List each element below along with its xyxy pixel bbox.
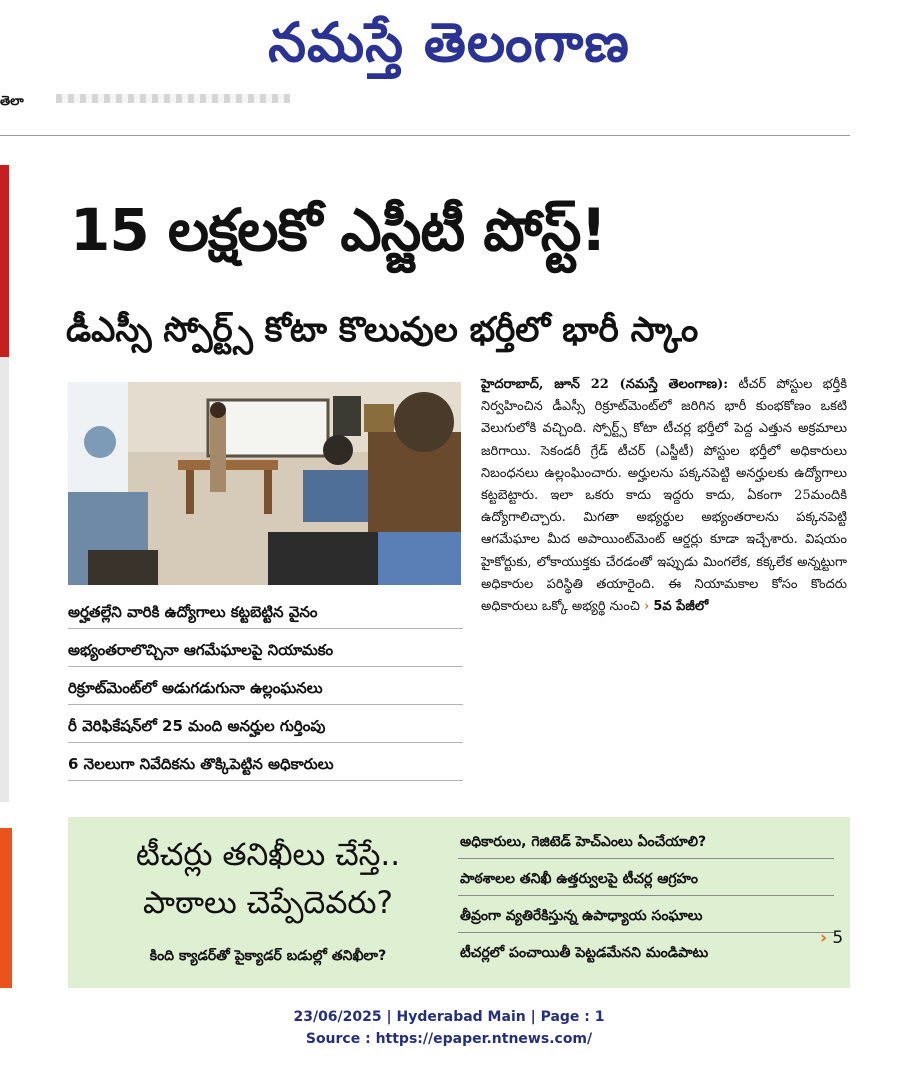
adjacent-page-strip-orange bbox=[0, 828, 12, 988]
edition-label: తెలా bbox=[0, 94, 24, 109]
edition-strip-decoration bbox=[56, 94, 290, 103]
main-headline: 15 లక్షలకో ఎస్జీటీ పోస్ట్! bbox=[70, 196, 606, 264]
teaser-item: టీచర్లలో పంచాయితీ పెట్టడమేనని మండిపాటు bbox=[460, 945, 709, 961]
teaser-arrow-icon: › bbox=[820, 928, 828, 948]
adjacent-page-strip-grey bbox=[0, 357, 9, 802]
continued-on-page-link[interactable]: 5వ పేజీలో bbox=[653, 599, 709, 615]
edition-row bbox=[0, 94, 898, 116]
highlight-bullet: అర్హతల్లేని వారికి ఉద్యోగాలు కట్టబెట్టిన వైనం bbox=[68, 596, 463, 629]
newspaper-logo: నమస్తే తెలంగాణ bbox=[268, 11, 630, 74]
teaser-jump[interactable] bbox=[820, 928, 843, 948]
highlight-bullet: రీ వెరిఫికేషన్‌లో 25 మంది అనర్హుల గుర్తింపు bbox=[68, 710, 463, 743]
masthead bbox=[0, 0, 898, 86]
teaser-heading-line-2: పాఠాలు చెప్పేదెవరు? bbox=[143, 885, 393, 921]
story-dateline: హైదరాబాద్, జూన్ 22 (నమస్తే తెలంగాణ): bbox=[481, 377, 729, 392]
story-body bbox=[481, 374, 847, 618]
classroom-photo-illustration bbox=[68, 382, 461, 585]
teaser-items bbox=[458, 825, 834, 973]
teaser-jump-page[interactable]: 5 bbox=[832, 928, 844, 948]
highlight-bullet: 6 నెలలుగా నివేదికను తొక్కిపెట్టిన అధికారులు bbox=[68, 748, 463, 781]
teaser-box bbox=[68, 817, 850, 988]
story-body-text: టీచర్ పోస్టుల భర్తీకి నిర్వహించిన డీఎస్సీ రిక్రూట్‌మెంట్‌లో జరిగిన భారీ కుంభకోణం ఒకటి వెలుగులోకి వచ్చింది. స్పోర్ట్స్ కోటా టీచర్ల భర్తీలో పెద్ద ఎత్తున అక్రమాలు జరిగాయి. సెకండరీ గ్రేడ్ టీచర్ (ఎస్జీటీ) పోస్టుల భర్తీలో అధికారులు నిబంధనలు ఉల్లంఘించారు. అర్హులను పక్కనపెట్టి అనర్హులకు ఉద్యోగాలు కట్టబెట్టారు. ఇలా ఒకరు కాదు ఇద్దరు కాదు, ఏకంగా 25మందికి ఉద్యోగాలిచ్చారు. మిగతా అభ్యర్థుల అభ్యంతరాలను పక్కనపెట్టి ఆగమేఘాల మీద అపాయింట్‌మెంట్ ఆర్డర్లు కూడా ఇచ్చేశారు. విషయం హైకోర్టుకు, లోకాయుక్తకు చేరడంతో ఇప్పుడు మింగలేక, కక్కలేక అన్నట్టుగా అధికారుల పరిస్థితి తయారైంది. ఈ నియామకాల కోసం కొందరు అధికారులు ఒక్కో అభ్యర్థి నుంచి bbox=[481, 377, 847, 615]
classroom-photo bbox=[68, 382, 461, 585]
teaser-item: అధికారులు, గెజిటెడ్ హెచ్‌ఎంలు ఏంచేయాలి? bbox=[458, 825, 834, 859]
teaser-heading-line-1: టీచర్లు తనిఖీలు చేస్తే.. bbox=[135, 837, 401, 873]
top-rule-divider bbox=[0, 135, 850, 136]
teaser-item: పాఠశాలల తనిఖీ ఉత్తర్వులపై టీచర్ల ఆగ్రహం bbox=[458, 862, 834, 896]
continued-arrow-icon: › bbox=[643, 599, 650, 615]
teaser-heading bbox=[80, 831, 456, 927]
highlight-bullet: రిక్రూట్‌మెంట్‌లో అడుగడుగునా ఉల్లంఘనలు bbox=[68, 672, 463, 705]
highlight-bullet: అభ్యంతరాలొచ్చినా ఆగమేఘాలపై నియామకం bbox=[68, 634, 463, 667]
adjacent-page-strip-red bbox=[0, 165, 9, 357]
teaser-question: కింది క్యాడర్‌తో పైక్యాడర్ బడుల్లో తనిఖీలా? bbox=[149, 948, 387, 964]
teaser-item: తీవ్రంగా వ్యతిరేకిస్తున్న ఉపాధ్యాయ సంఘాలు bbox=[458, 899, 834, 933]
edition-meta: 23/06/2025 | Hyderabad Main | Page : 1 bbox=[293, 1009, 605, 1025]
source-link[interactable]: Source : https://epaper.ntnews.com/ bbox=[305, 1031, 593, 1047]
highlight-bullets bbox=[68, 596, 463, 786]
sub-headline: డీఎస్సీ స్పోర్ట్స్ కోటా కొలువుల భర్తీలో భారీ స్కాం bbox=[66, 310, 699, 350]
page-footer bbox=[0, 1006, 898, 1050]
